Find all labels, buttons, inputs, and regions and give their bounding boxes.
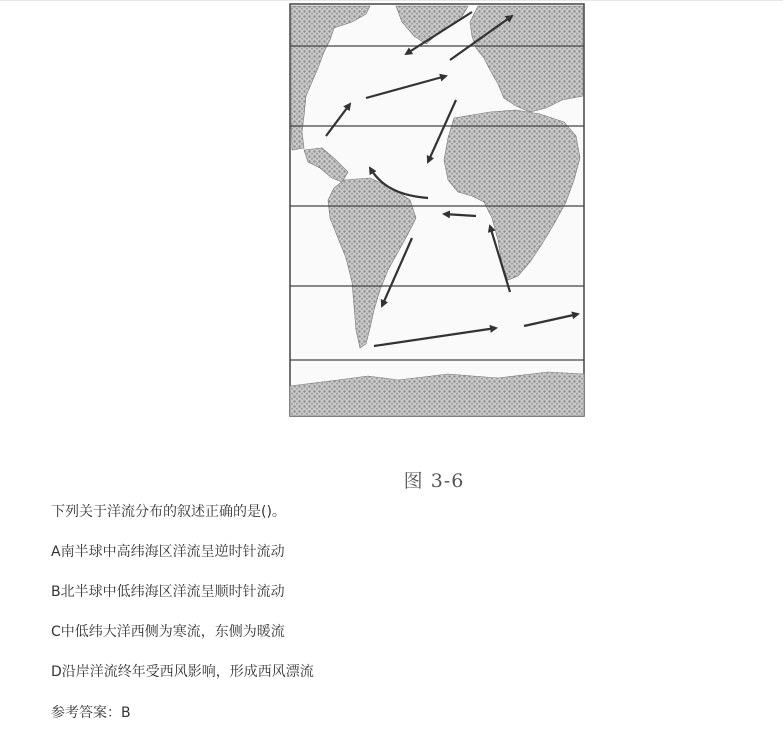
figure-caption: 图 3-6 (403, 470, 465, 492)
option-d: D沿岸洋流终年受西风影响，形成西风漂流 (51, 664, 314, 680)
option-a: A南半球中高纬海区洋流呈逆时针流动 (51, 544, 285, 560)
ocean-currents-map (278, 0, 590, 430)
question-stem: 下列关于洋流分布的叙述正确的是()。 (51, 504, 286, 520)
option-b: B北半球中低纬海区洋流呈顺时针流动 (51, 584, 285, 600)
map-figure (278, 0, 590, 500)
option-c: C中低纬大洋西侧为寒流，东侧为暖流 (51, 624, 285, 640)
answer-line: 参考答案：B (51, 705, 131, 721)
